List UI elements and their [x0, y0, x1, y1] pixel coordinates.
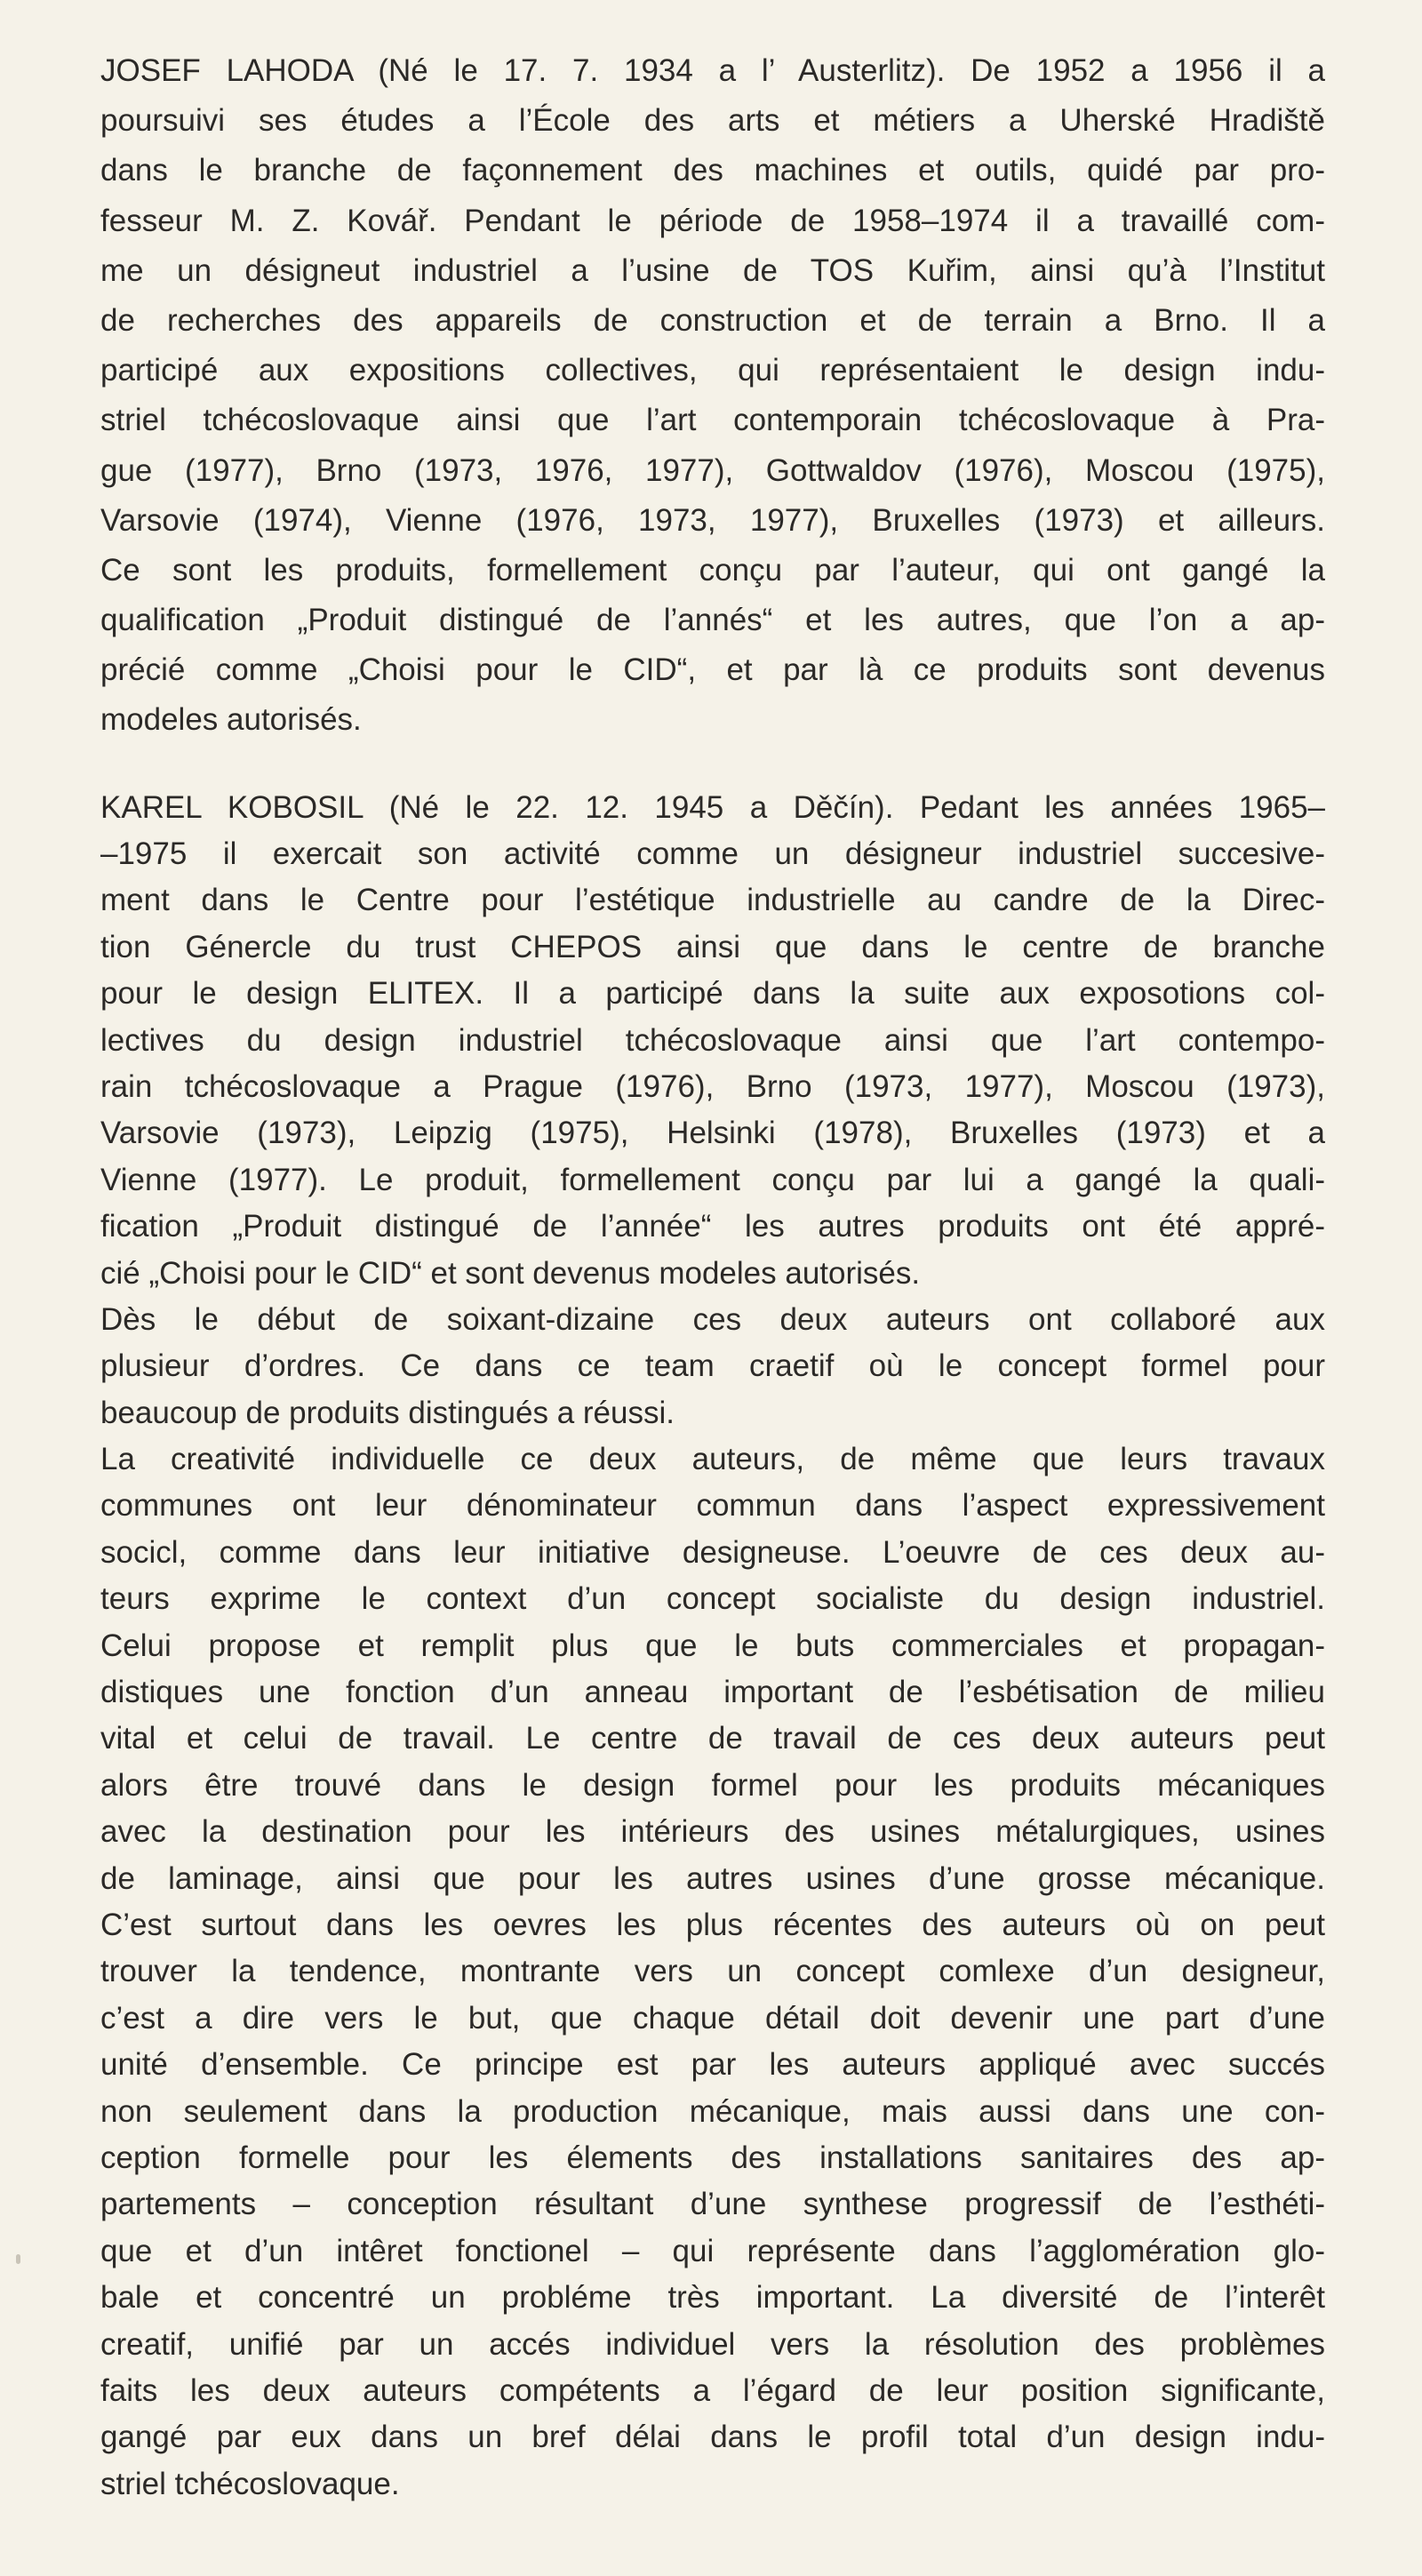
text-line: C’est surtout dans les oevres les plus récentes des auteurs où on peut — [100, 1908, 1325, 1942]
text-line: avec la destination pour les intérieurs des usines métalurgiques, usines — [100, 1814, 1325, 1850]
text-line: fication „Produit distingué de l’année“ les autres produits ont été appré- — [100, 1209, 1325, 1244]
text-line: Ce sont les produits, formellement conçu par l’auteur, qui ont gangé la — [100, 552, 1325, 588]
text-line: me un désigneut industriel a l’usine de TOS Kuřim, ainsi qu’à l’Institut — [100, 252, 1325, 288]
text-line: partements – conception résultant d’une synthese progressif de l’esthéti- — [100, 2187, 1325, 2222]
text-line: La creativité individuelle ce deux auteurs, de même que leurs travaux — [100, 1442, 1325, 1477]
text-line: gue (1977), Brno (1973, 1976, 1977), Gottwaldov (1976), Moscou (1975), — [100, 452, 1325, 488]
text-line: striel tchécoslovaque ainsi que l’art contemporain tchécoslovaque à Pra- — [100, 403, 1325, 438]
text-line: teurs exprime le context d’un concept socialiste du design industriel. — [100, 1581, 1325, 1617]
text-line: vital et celui de travail. Le centre de travail de ces deux auteurs peut — [100, 1721, 1325, 1756]
text-line: que et d’un intêret fonctionel – qui représente dans l’agglomération glo- — [100, 2233, 1325, 2268]
text-line: lectives du design industriel tchécoslovaque ainsi que l’art contempo- — [100, 1022, 1325, 1058]
text-line: beaucoup de produits distingués a réussi. — [100, 1395, 675, 1430]
text-line: non seulement dans la production mécanique, mais aussi dans une con- — [100, 2093, 1325, 2129]
text-line: alors être trouvé dans le design formel pour les produits mécaniques — [100, 1767, 1325, 1803]
text-line: Celui propose et remplit plus que le buts commerciales et propagan- — [100, 1628, 1325, 1663]
text-line: ception formelle pour les élements des installations sanitaires des ap- — [100, 2140, 1325, 2175]
text-line: distiques une fonction d’un anneau important de l’esbétisation de milieu — [100, 1675, 1325, 1710]
text-line: –1975 il exercait son activité comme un désigneur industriel succesive- — [100, 836, 1325, 872]
text-line: JOSEF LAHODA (Né le 17. 7. 1934 a l’ Austerlitz). De 1952 a 1956 il a — [100, 53, 1325, 88]
text-line: communes ont leur dénominateur commun dans l’aspect expressivement — [100, 1488, 1325, 1524]
text-line: unité d’ensemble. Ce principe est par les auteurs appliqué avec succés — [100, 2047, 1325, 2083]
text-line: précié comme „Choisi pour le CID“, et par là ce produits sont devenus — [100, 652, 1325, 688]
text-line: qualification „Produit distingué de l’annés“ et les autres, que l’on a ap- — [100, 603, 1325, 638]
text-line: faits les deux auteurs compétents a l’égard de leur position significante, — [100, 2372, 1325, 2408]
paragraph-gap — [100, 746, 1325, 785]
text-line: rain tchécoslovaque a Prague (1976), Brno (1973, 1977), Moscou (1973), — [100, 1068, 1325, 1104]
paragraph-1 — [100, 46, 1325, 746]
text-line: Vienne (1977). Le produit, formellement conçu par lui a gangé la quali- — [100, 1162, 1325, 1197]
text-line: modeles autorisés. — [100, 702, 362, 738]
text-line: dans le branche de façonnement des machines et outils, quidé par pro- — [100, 153, 1325, 188]
text-line: Dès le début de soixant-dizaine ces deux auteurs ont collaboré aux — [100, 1301, 1325, 1337]
text-line: poursuivi ses études a l’École des arts et métiers a Uherské Hradiště — [100, 103, 1325, 139]
text-line: creatif, unifié par un accés individuel vers la résolution des problèmes — [100, 2326, 1325, 2362]
paragraph-4 — [100, 1436, 1325, 2508]
text-line: de laminage, ainsi que pour les autres usines d’une grosse mécanique. — [100, 1860, 1325, 1896]
text-line: bale et concentré un probléme très important. La diversité de l’interêt — [100, 2280, 1325, 2316]
text-line: Varsovie (1974), Vienne (1976, 1973, 1977), Bruxelles (1973) et ailleurs. — [100, 502, 1325, 538]
text-line: socicl, comme dans leur initiative designeuse. L’oeuvre de ces deux au- — [100, 1534, 1325, 1570]
text-line: plusieur d’ordres. Ce dans ce team craetif où le concept formel pour — [100, 1348, 1325, 1384]
text-line: tion Génercle du trust CHEPOS ainsi que dans le centre de branche — [100, 929, 1325, 964]
text-line: cié „Choisi pour le CID“ et sont devenus modeles autorisés. — [100, 1255, 921, 1291]
text-line: pour le design ELITEX. Il a participé dans la suite aux exposotions col- — [100, 976, 1325, 1012]
paper-speck — [16, 2254, 20, 2264]
text-line: de recherches des appareils de construction et de terrain a Brno. Il a — [100, 302, 1325, 338]
text-line: KAREL KOBOSIL (Né le 22. 12. 1945 a Děčín). Pedant les années 1965– — [100, 789, 1325, 825]
text-line: trouver la tendence, montrante vers un concept comlexe d’un designeur, — [100, 1954, 1325, 1989]
paragraph-3 — [100, 1297, 1325, 1436]
text-line: Varsovie (1973), Leipzig (1975), Helsinki (1978), Bruxelles (1973) et a — [100, 1116, 1325, 1151]
text-line: striel tchécoslovaque. — [100, 2466, 400, 2501]
paragraph-2 — [100, 785, 1325, 1297]
text-line: ment dans le Centre pour l’estétique industrielle au candre de la Direc- — [100, 883, 1325, 918]
document-page — [100, 46, 1325, 2508]
text-line: gangé par eux dans un bref délai dans le profil total d’un design indu- — [100, 2420, 1325, 2455]
text-line: participé aux expositions collectives, qui représentaient le design indu- — [100, 353, 1325, 388]
text-line: c’est a dire vers le but, que chaque détail doit devenir une part d’une — [100, 2000, 1325, 2036]
text-line: fesseur M. Z. Kovář. Pendant le période de 1958–1974 il a travaillé com- — [100, 203, 1325, 238]
